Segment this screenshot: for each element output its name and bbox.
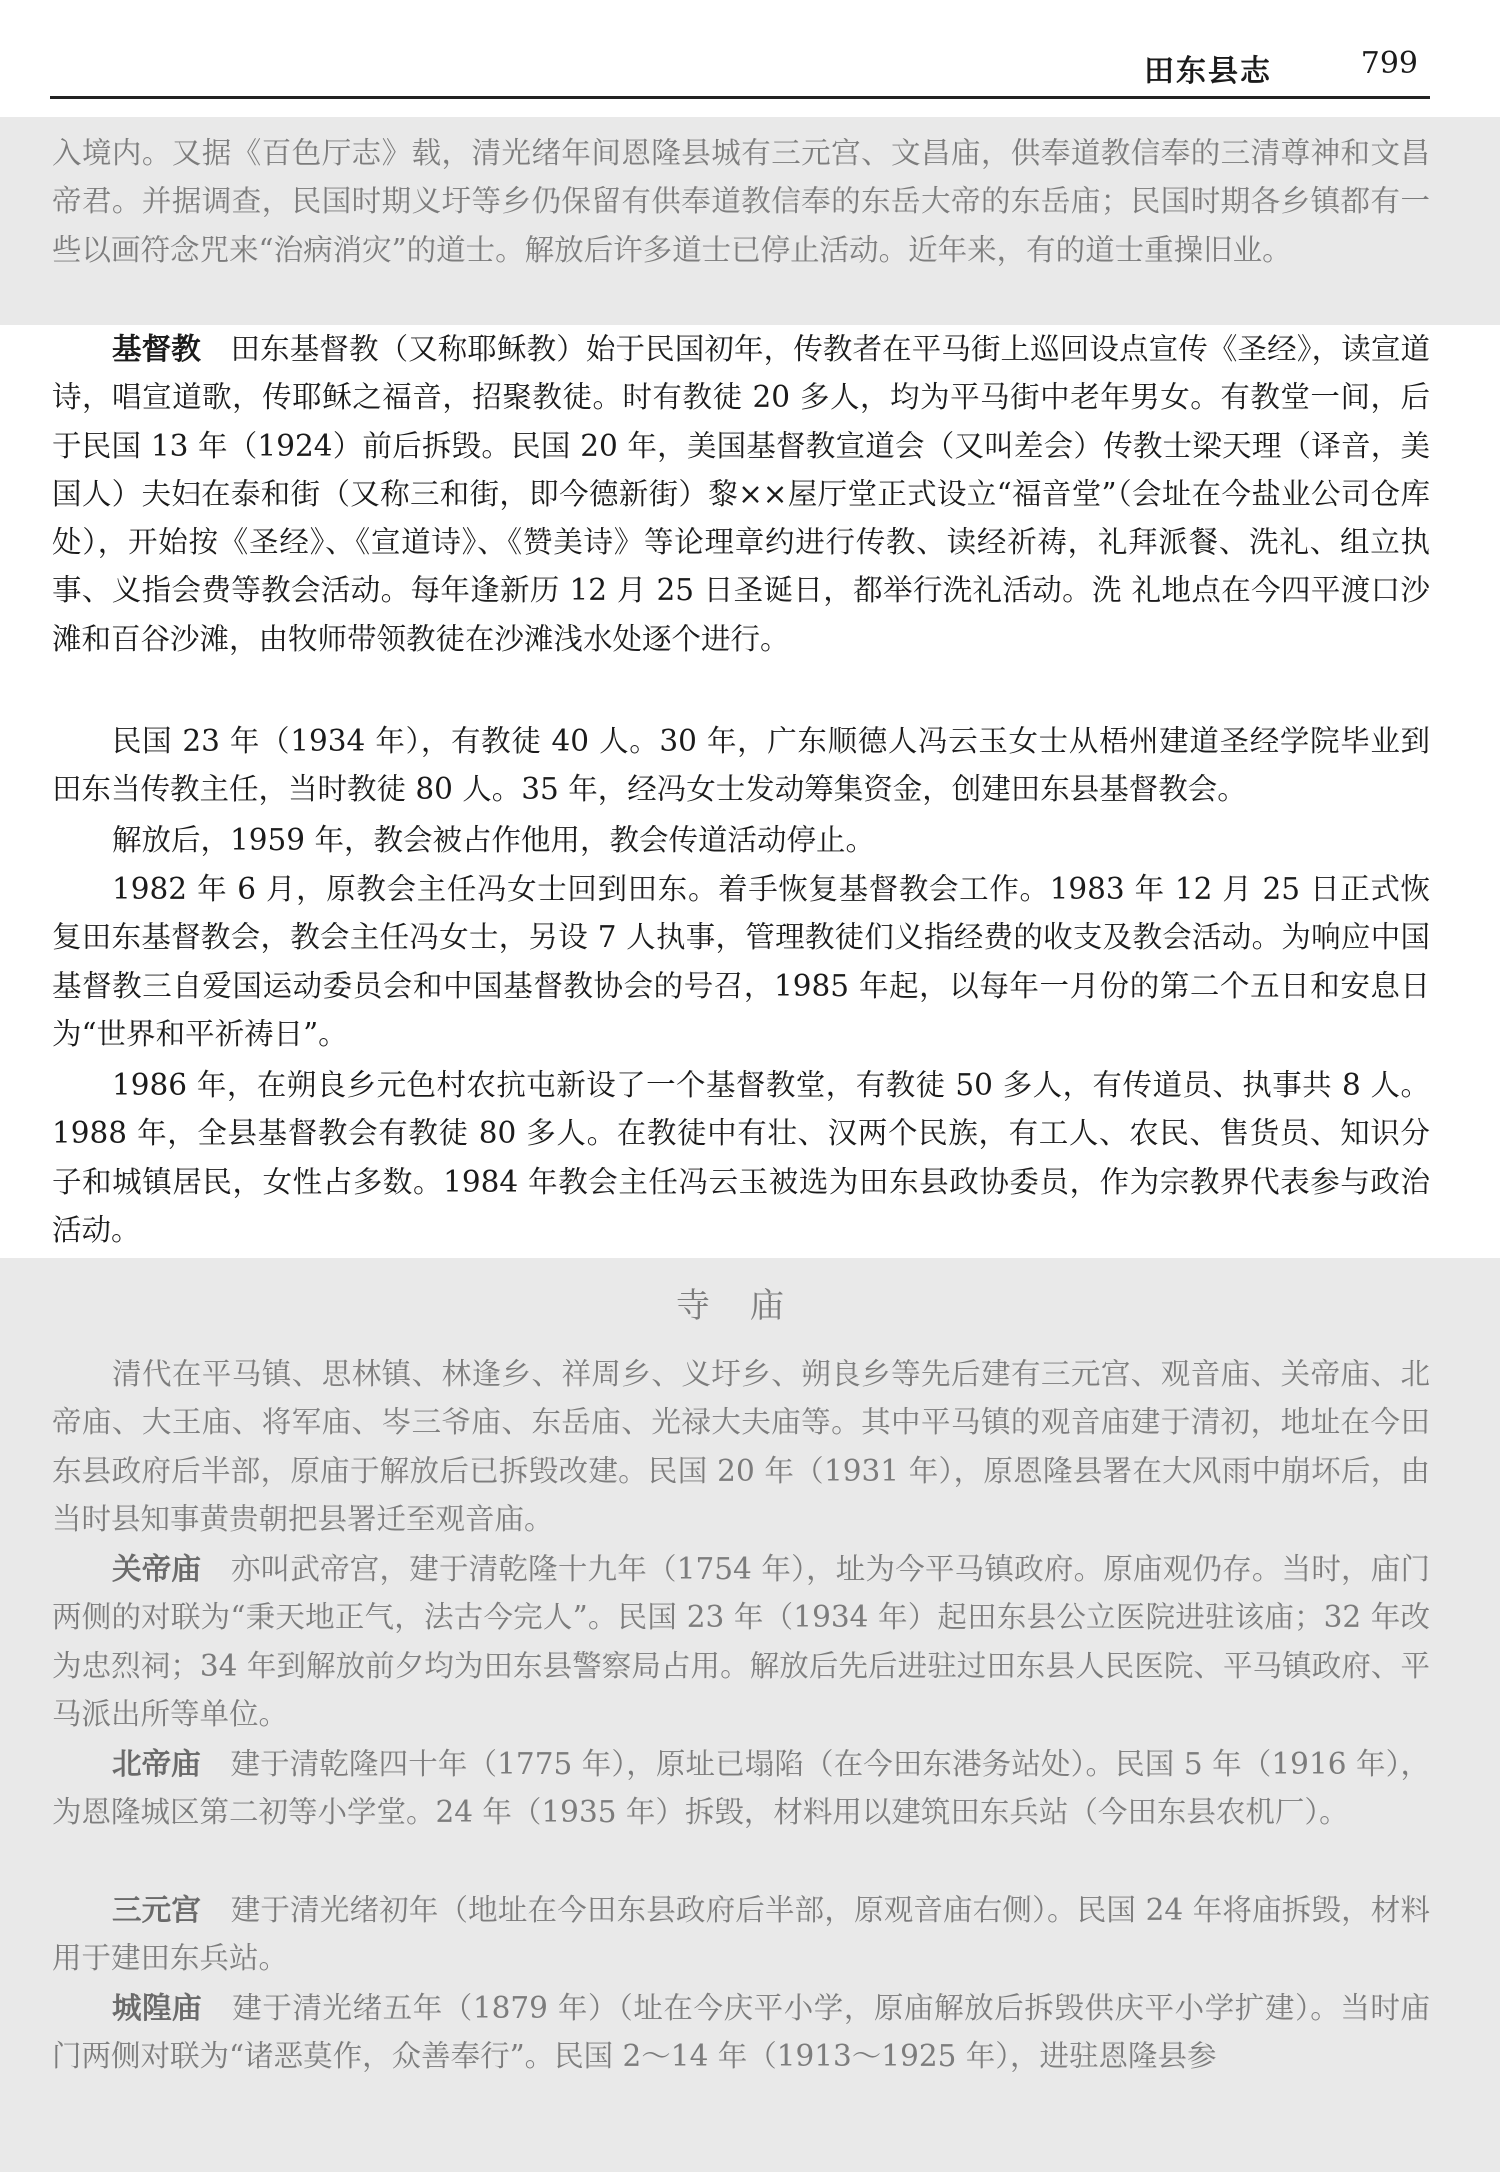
christianity-paragraph-5: 1986 年，在朔良乡元色村农抗屯新设了一个基督教堂，有教徒 50 多人，有传道员、执事共 8 人。1988 年，全县基督教会有教徒 80 多人。在教徒中有壮、汉两个民族，有工人、农民、售货员、知识分子和城镇居民，女性占多数。1984 年教会主任冯云玉被选为田东县政协委员，作为宗教界代表参与政治活动。 <box>52 1068 1430 1247</box>
chenghuang-temple-text: 建于清光绪五年（1879 年）（址在今庆平小学，原庙解放后拆毁供庆平小学扩建）。当时庙门两侧对联为“诸恶莫作，众善奉行”。民国 2～14 年（1913～1925 年），进驻恩隆县参 <box>52 1991 1430 2074</box>
christianity-heading: 基督教 <box>112 332 201 366</box>
christianity-p1-text: 田东基督教（又称耶稣教）始于民国初年，传教者在平马街上巡回设点宣传《圣经》，读宣道诗，唱宣道歌，传耶稣之福音，招聚教徒。时有教徒 20 多人，均为平马街中老年男女。有教堂一间，后于民国 13 年（1924）前后拆毁。民国 20 年，美国基督教宣道会（又叫差会）传教士梁天理（译音，美国人）夫妇在泰和街（又称三和街，即今德新街）黎××屋厅堂正式设立“福音堂”（会址在今盐业公司仓库处），开始按《圣经》、《宣道诗》、《赞美诗》等论理章约进行传教、读经祈祷，礼拜派餐、洗礼、组立执事、义指会费等教会活动。每年逢新历 12 月 25 日圣诞日，都举行洗礼活动。洗 礼地点在今四平渡口沙滩和百谷沙滩，由牧师带领教徒在沙滩浅水处逐个进行。 <box>52 332 1430 656</box>
christianity-paragraph-4: 1982 年 6 月，原教会主任冯女士回到田东。着手恢复基督教会工作。1983 年 12 月 25 日正式恢复田东基督教会，教会主任冯女士，另设 7 人执事，管理教徒们义指经费的收支及教会活动。为响应中国基督教三自爱国运动委员会和中国基督教协会的号召，1985 年起，以每年一月份的第二个五日和安息日为“世界和平祈祷日”。 <box>52 872 1430 1051</box>
sanyuan-palace-heading: 三元宫 <box>112 1893 202 1927</box>
guandi-temple-text: 亦叫武帝宫，建于清乾隆十九年（1754 年），址为今平马镇政府。原庙观仍存。当时，庙门两侧的对联为“秉天地正气，法古今完人”。民国 23 年（1934 年）起田东县公立医院进驻该庙；32 年改为忠烈祠；34 年到解放前夕均为田东县警察局占用。解放后先后进驻过田东县人民医院、平马镇政府、平马派出所等单位。 <box>52 1552 1430 1731</box>
christianity-paragraph-1 <box>52 325 1430 663</box>
christianity-paragraph-2: 民国 23 年（1934 年），有教徒 40 人。30 年，广东顺德人冯云玉女士从梧州建道圣经学院毕业到田东当传教主任，当时教徒 80 人。35 年，经冯女士发动筹集资金，创建田东县基督教会。 <box>52 724 1430 807</box>
temples-intro-paragraph: 清代在平马镇、思林镇、林逢乡、祥周乡、义圩乡、朔良乡等先后建有三元宫、观音庙、关帝庙、北帝庙、大王庙、将军庙、岑三爷庙、东岳庙、光禄大夫庙等。其中平马镇的观音庙建于清初，地址在今田东县政府后半部，原庙于解放后已拆毁改建。民国 20 年（1931 年），原恩隆县署在大风雨中崩坏后，由当时县知事黄贵朝把县署迁至观音庙。 <box>52 1357 1430 1536</box>
beidi-temple-heading: 北帝庙 <box>112 1747 201 1781</box>
sanyuan-palace-paragraph <box>52 1886 1430 1983</box>
temples-section-title: 寺庙 <box>676 1286 824 1326</box>
page-number: 799 <box>1360 46 1418 81</box>
christianity-paragraph-3: 解放后，1959 年，教会被占作他用，教会传道活动停止。 <box>112 823 875 857</box>
sanyuan-palace-text: 建于清光绪初年（地址在今田东县政府后半部，原观音庙右侧）。民国 24 年将庙拆毁，材料用于建田东兵站。 <box>52 1893 1430 1976</box>
guandi-temple-paragraph <box>52 1545 1430 1738</box>
book-title: 田东县志 <box>1144 54 1272 89</box>
header-rule <box>50 96 1430 99</box>
chenghuang-temple-paragraph <box>52 1984 1430 2081</box>
page-header <box>50 46 1430 96</box>
beidi-temple-paragraph <box>52 1740 1430 1837</box>
guandi-temple-heading: 关帝庙 <box>112 1552 202 1586</box>
beidi-temple-text: 建于清乾隆四十年（1775 年），原址已塌陷（在今田东港务站处）。民国 5 年（1916 年），为恩隆城区第二初等小学堂。24 年（1935 年）拆毁，材料用以建筑田东兵站（今田东县农机厂）。 <box>52 1747 1430 1830</box>
taoism-continuation-paragraph: 入境内。又据《百色厅志》载，清光绪年间恩隆县城有三元宫、文昌庙，供奉道教信奉的三清尊神和文昌帝君。并据调查，民国时期义圩等乡仍保留有供奉道教信奉的东岳大帝的东岳庙；民国时期各乡镇都有一些以画符念咒来“治病消灾”的道士。解放后许多道士已停止活动。近年来，有的道士重操旧业。 <box>52 136 1430 267</box>
chenghuang-temple-heading: 城隍庙 <box>112 1991 203 2025</box>
